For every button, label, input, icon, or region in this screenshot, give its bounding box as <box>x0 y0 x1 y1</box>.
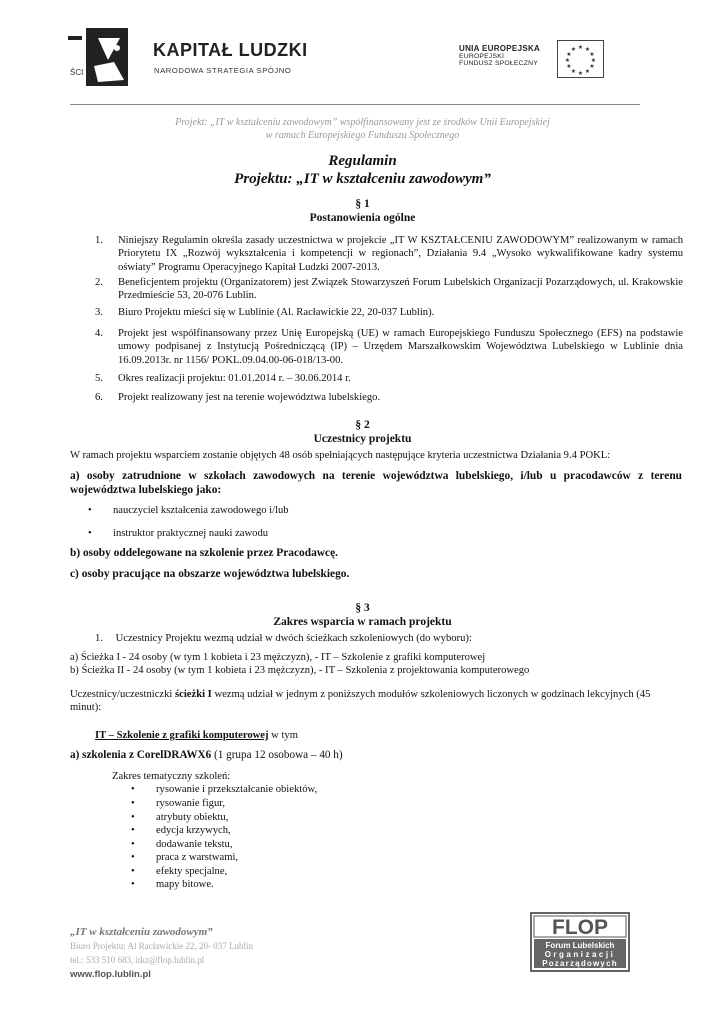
path-a: a) Ścieżka I - 24 osoby (w tym 1 kobieta i 23 mężczyzn), - IT – Szkolenie z grafiki komputerowej <box>70 652 486 663</box>
kl-logo-subtitle: NARODOWA STRATEGIA SPÓJNO <box>154 66 292 75</box>
bullet-text: praca z warstwami, <box>156 852 239 863</box>
footer-project-title: „IT w kształceniu zawodowym” <box>70 926 213 938</box>
section3-title: Zakres wsparcia w ramach projektu <box>273 616 452 628</box>
svg-text:★: ★ <box>589 63 595 70</box>
section2-criterion-b: b) osoby oddelegowane na szkolenie przez Pracodawcę. <box>70 547 338 559</box>
project-cofinancing-note <box>70 116 655 142</box>
bullet-text: nauczyciel kształcenia zawodowego i/lub <box>113 505 289 516</box>
section2-heading <box>70 418 655 446</box>
bullet-icon: • <box>131 852 135 863</box>
eu-label: UNIA EUROPEJSKA <box>459 44 541 53</box>
svg-text:★: ★ <box>589 51 595 58</box>
participants-bold: ścieżki I <box>175 689 212 700</box>
item-text: Niniejszy Regulamin określa zasady uczestnictwa w projekcie „IT W KSZTAŁCENIU ZAWODOWYM” realizowanym w ramach Priorytetu IX „Rozwój wykształcenia i kompetencji w regionach”, Działania 9.4 „Wysoko wykwalifikowane kadry systemu oświaty” Programu Operacyjnego Kapitał Ludzki 2007-2013. <box>118 235 683 273</box>
section1-item-4 <box>95 327 683 367</box>
eu-flag-icon <box>557 40 604 78</box>
bullet-text: edycja krzywych, <box>156 825 231 836</box>
item-text: Biuro Projektu mieści się w Lublinie (Al. Racławickie 22, 20-037 Lublin). <box>118 307 435 318</box>
section2-number: § 2 <box>355 419 370 431</box>
svg-text:★: ★ <box>577 70 584 77</box>
title-line2: Projektu: „IT w kształceniu zawodowym” <box>234 171 491 187</box>
svg-text:★: ★ <box>564 57 571 64</box>
section3-item-1 <box>95 632 472 645</box>
svg-text:★: ★ <box>570 46 577 53</box>
bullet-text: instruktor praktycznej nauki zawodu <box>113 528 269 539</box>
participants-post: wezmą udział w jednym z poniższych modułów szkoleniowych liczonych w godzinach lekcyjnych (45 minut): <box>70 689 651 714</box>
svg-text:★: ★ <box>570 68 577 75</box>
header-divider <box>70 104 640 105</box>
course-line <box>70 749 343 762</box>
participants-pre: Uczestnicy/uczestniczki <box>70 689 176 700</box>
item-number: 1. <box>95 633 103 644</box>
section1-item-3 <box>95 306 683 319</box>
footer-contact: tel.: 533 510 683, itkz@flop.lublin.pl <box>70 955 205 965</box>
topics-label: Zakres tematyczny szkoleń: <box>112 771 231 782</box>
svg-text:★: ★ <box>590 57 597 64</box>
document-title <box>70 152 655 188</box>
module-title: IT – Szkolenie z grafiki komputerowej <box>95 730 269 741</box>
section1-item-1 <box>95 234 683 274</box>
bullet-icon: • <box>88 505 92 516</box>
section1-item-6 <box>95 391 683 404</box>
item-text: Projekt jest współfinansowany przez Unię Europejską (UE) w ramach Europejskiego Funduszu Społecznego (EFS) na podstawie umowy podpisanej z Instytucją Pośredniczącą (IP) – Urzędem Marszałkowskim Województwa Lubelskiego w Lublinie dnia 16.09.2013r. nr 1156/ POKL.09.04.00-06-018/13-00. <box>118 328 683 366</box>
footer-website-link[interactable]: www.flop.lublin.pl <box>70 969 151 980</box>
item-number: 4. <box>95 328 103 339</box>
efs-label-line1: EUROPEJSKI <box>459 53 505 60</box>
bullet-icon: • <box>131 798 135 809</box>
svg-text:★: ★ <box>566 51 572 58</box>
section1-title: Postanowienia ogólne <box>309 212 416 224</box>
flop-logo-line1: Forum Lubelskich <box>545 941 615 950</box>
bullet-text: rysowanie figur, <box>156 798 226 809</box>
item-text: Uczestnicy Projektu wezmą udział w dwóch ścieżkach szkoleniowych (do wyboru): <box>115 633 472 644</box>
title-line1: Regulamin <box>328 153 397 169</box>
item-number: 5. <box>95 373 103 384</box>
flop-logo <box>530 912 630 972</box>
bullet-icon: • <box>88 528 92 539</box>
section3-number: § 3 <box>355 602 370 614</box>
item-text: Projekt realizowany jest na terenie województwa lubelskiego. <box>118 392 381 403</box>
section1-heading <box>70 197 655 225</box>
svg-text:★: ★ <box>577 44 584 51</box>
project-note-line1: Projekt: „IT w kształceniu zawodowym” współfinansowany jest ze środków Unii Europejskiej <box>175 117 550 128</box>
item-text: Beneficjentem projektu (Organizatorem) jest Związek Stowarzyszeń Forum Lubelskich Organizacji Pozarządowych, ul. Krakowskie Przedmieście 53, 20-076 Lublin. <box>118 277 683 302</box>
item-number: 3. <box>95 307 103 318</box>
bullet-icon: • <box>131 866 135 877</box>
item-number: 6. <box>95 392 103 403</box>
svg-text:★: ★ <box>584 46 591 53</box>
bullet-icon: • <box>131 784 135 795</box>
section1-item-5 <box>95 372 683 385</box>
bullet-text: rysowanie i przekształcanie obiektów, <box>156 784 318 795</box>
section1-number: § 1 <box>355 198 370 210</box>
bullet-text: atrybuty obiektu, <box>156 812 229 823</box>
item-number: 1. <box>95 235 103 246</box>
section2-criterion-a: a) osoby zatrudnione w szkołach zawodowych na terenie województwa lubelskiego, i/lub u pracodawców z terenu województwa lubelskiego jako: <box>70 470 682 496</box>
item-text: Okres realizacji projektu: 01.01.2014 r. – 30.06.2014 r. <box>118 373 351 384</box>
bullet-icon: • <box>131 839 135 850</box>
footer-address: Biuro Projektu: Al Racławickie 22, 20- 037 Lublin <box>70 941 253 951</box>
efs-label-line2: FUNDUSZ SPOŁECZNY <box>459 60 538 67</box>
section2-criterion-c: c) osoby pracujące na obszarze województwa lubelskiego. <box>70 568 350 580</box>
bullet-icon: • <box>131 825 135 836</box>
project-note-line2: w ramach Europejskiego Funduszu Społecznego <box>265 130 460 141</box>
flop-logo-line3: Pozarządowych <box>542 959 618 968</box>
section2-title: Uczestnicy projektu <box>313 433 412 445</box>
module-suffix: w tym <box>268 730 298 741</box>
section3-heading <box>70 601 655 629</box>
item-number: 2. <box>95 277 103 288</box>
svg-text:★: ★ <box>584 68 591 75</box>
section1-item-2 <box>95 276 683 303</box>
flop-logo-line2: Organizacji <box>544 950 616 959</box>
bullet-icon: • <box>131 812 135 823</box>
bullet-text: dodawanie tekstu, <box>156 839 233 850</box>
course-details: (1 grupa 12 osobowa – 40 h) <box>211 749 343 761</box>
kl-logo-title: KAPITAŁ LUDZKI <box>153 40 308 60</box>
svg-text:★: ★ <box>566 63 572 70</box>
bullet-text: mapy bitowe. <box>156 879 214 890</box>
participants-note <box>70 688 680 715</box>
bullet-text: efekty specjalne, <box>156 866 228 877</box>
course-name: a) szkolenia z CorelDRAWX6 <box>70 749 212 761</box>
module-heading <box>95 729 298 742</box>
eu-text-block <box>459 44 549 67</box>
section2-intro: W ramach projektu wsparciem zostanie objętych 48 osób spełniających następujące kryteria uczestnictwa Działania 9.4 POKL: <box>70 450 611 461</box>
kl-logo-left-fragment: ŚCI <box>70 68 84 77</box>
path-b: b) Ścieżka II - 24 osoby (w tym 1 kobieta i 23 mężczyzn), - IT – Szkolenia z projektowania komputerowego <box>70 665 530 676</box>
flop-logo-title: FLOP <box>552 916 608 939</box>
bullet-icon: • <box>131 879 135 890</box>
